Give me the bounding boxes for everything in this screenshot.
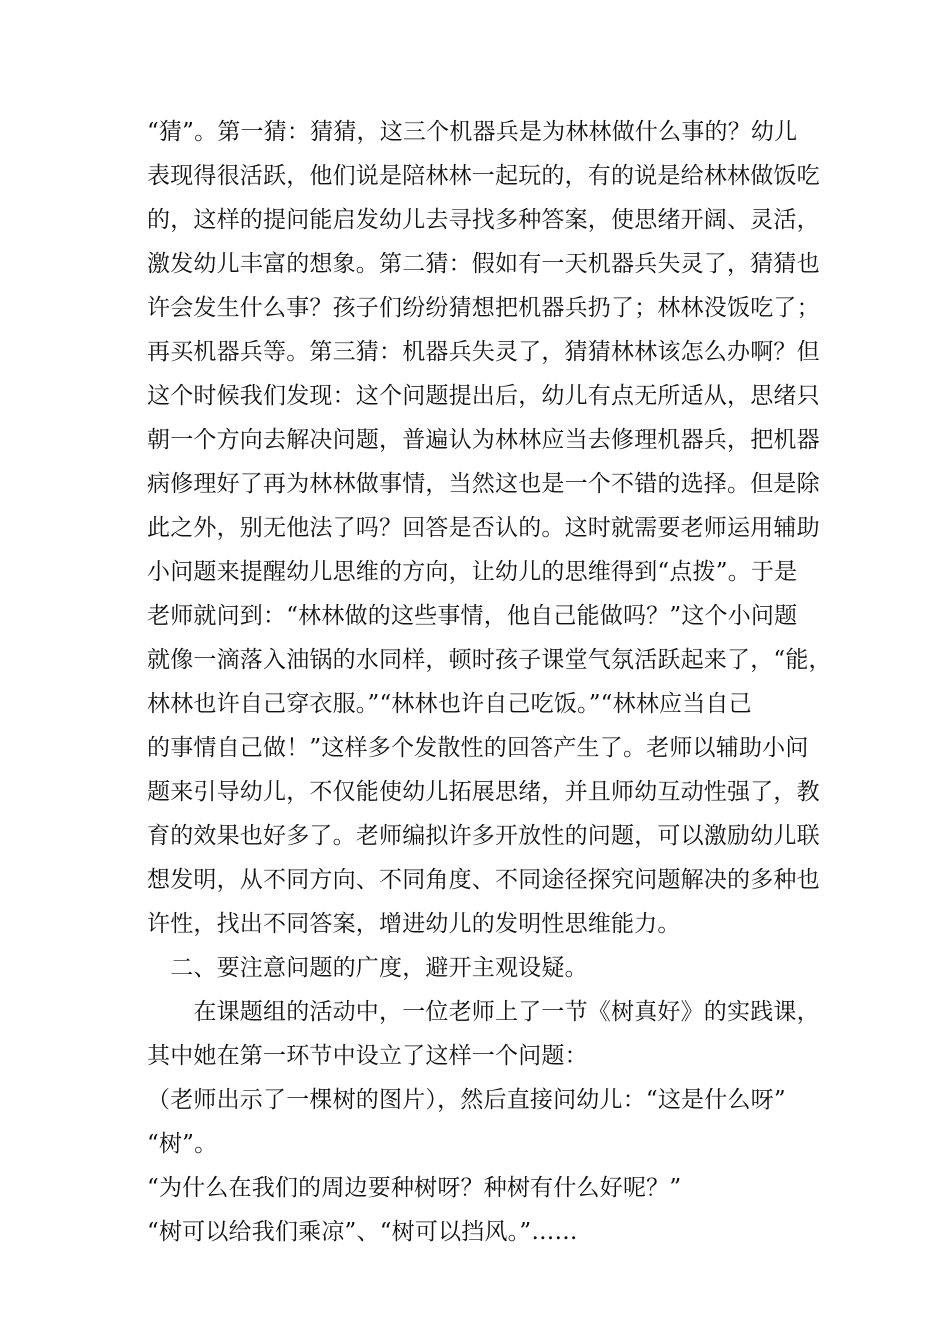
paragraph-line: 表现得很活跃，他们说是陪林林一起玩的，有的说是给林林做饭吃 xyxy=(147,163,820,189)
paragraph-line: （老师出示了一棵树的图片），然后直接问幼儿：“这是什么呀” xyxy=(147,1087,786,1113)
paragraph-line: 许会发生什么事？孩子们纷纷猜想把机器兵扔了；林林没饭吃了； xyxy=(147,295,820,321)
paragraph-line: 朝一个方向去解决问题，普遍认为林林应当去修理机器兵，把机器 xyxy=(147,427,820,453)
paragraph-line: 再买机器兵等。第三猜：机器兵失灵了，猜猜林林该怎么办啊？但 xyxy=(147,339,820,365)
paragraph-line: 激发幼儿丰富的想象。第二猜：假如有一天机器兵失灵了，猜猜也 xyxy=(147,251,820,277)
paragraph-line: “猜”。第一猜：猜猜，这三个机器兵是为林林做什么事的？幼儿 xyxy=(147,119,798,145)
dialogue-line: “树可以给我们乘凉”、“树可以挡风。”…… xyxy=(147,1219,578,1245)
paragraph-line: 林林也许自己穿衣服。”“林林也许自己吃饭。”“林林应当自己 xyxy=(147,691,752,717)
paragraph-line: 在课题组的活动中，一位老师上了一节《树真好》的实践课， xyxy=(147,999,820,1025)
dialogue-line: “为什么在我们的周边要种树呀？种树有什么好呢？” xyxy=(147,1175,682,1201)
paragraph-line: 题来引导幼儿，不仅能使幼儿拓展思绪，并且师幼互动性强了，教 xyxy=(147,779,820,805)
paragraph-line: 小问题来提醒幼儿思维的方向，让幼儿的思维得到“点拨”。于是 xyxy=(147,559,798,585)
section-heading: 二、要注意问题的广度，避开主观设疑。 xyxy=(147,955,588,981)
paragraph-line: 就像一滴落入油锅的水同样，顿时孩子课堂气氛活跃起来了，“能， xyxy=(147,647,832,673)
paragraph-line: 这个时候我们发现：这个问题提出后，幼儿有点无所适从，思绪只 xyxy=(147,383,820,409)
paragraph-line: 想发明，从不同方向、不同角度、不同途径探究问题解决的多种也 xyxy=(147,867,820,893)
paragraph-line: 老师就问到：“林林做的这些事情，他自己能做吗？”这个小问题 xyxy=(147,603,798,629)
paragraph-line: 许性，找出不同答案，增进幼儿的发明性思维能力。 xyxy=(147,911,681,937)
paragraph-line: 育的效果也好多了。老师编拟许多开放性的问题，可以激励幼儿联 xyxy=(147,823,820,849)
paragraph-line: 的，这样的提问能启发幼儿去寻找多种答案，使思绪开阔、灵活， xyxy=(147,207,820,233)
paragraph-line: 病修理好了再为林林做事情，当然这也是一个不错的选择。但是除 xyxy=(147,471,820,497)
paragraph-line: 此之外，别无他法了吗？回答是否认的。这时就需要老师运用辅助 xyxy=(147,515,820,541)
dialogue-line: “树”。 xyxy=(147,1131,218,1157)
paragraph-line: 其中她在第一环节中设立了这样一个问题： xyxy=(147,1043,588,1069)
paragraph-line: 的事情自己做！”这样多个发散性的回答产生了。老师以辅助小问 xyxy=(147,735,809,761)
